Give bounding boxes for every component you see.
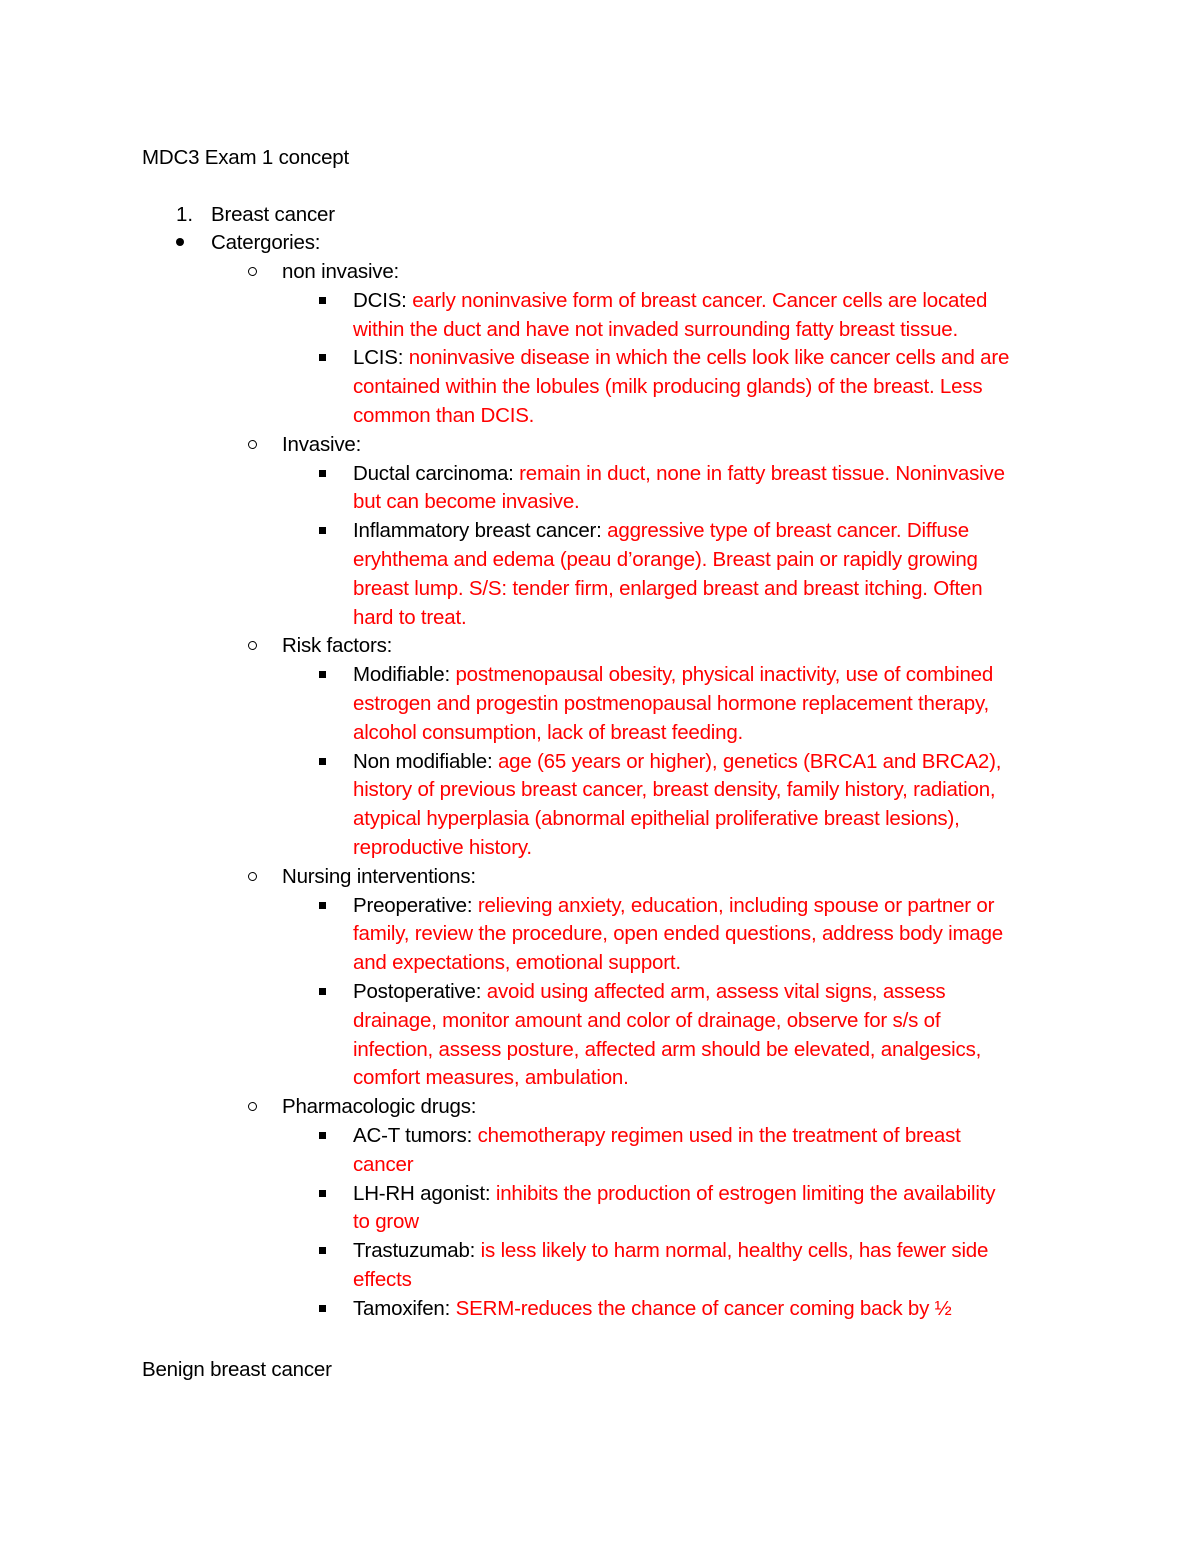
bullet-square-icon — [319, 527, 326, 534]
item-answer-continuation: but can become invasive. — [353, 490, 580, 514]
bullet-square-icon — [319, 354, 326, 361]
item-answer: noninvasive disease in which the cells look like cancer cells and are — [408, 346, 1010, 370]
footer-heading: Benign breast cancer — [142, 1358, 332, 1381]
item-term: Tamoxifen: — [353, 1296, 451, 1320]
item-answer: inhibits the production of estrogen limiting the availability — [495, 1181, 996, 1205]
bullet-square-icon — [319, 1190, 326, 1197]
item-answer-continuation: breast lump. S/S: tender firm, enlarged breast and breast itching. Often — [353, 576, 983, 600]
item-line — [353, 660, 993, 689]
item-answer: early noninvasive form of breast cancer. Cancer cells are located — [412, 288, 988, 312]
item-answer: relieving anxiety, education, including spouse or partner or — [477, 893, 995, 917]
bullet-square-icon — [319, 671, 326, 678]
item-answer: aggressive type of breast cancer. Diffuse — [607, 519, 969, 543]
bullet-square-icon — [319, 297, 326, 304]
item-line — [353, 1236, 988, 1265]
item-answer-continuation: cancer — [353, 1152, 414, 1176]
list-number: 1. — [176, 203, 194, 226]
item-answer: is less likely to harm normal, healthy cells, has fewer side — [480, 1239, 989, 1263]
bullet-circle-icon — [248, 267, 257, 276]
item-answer-continuation: drainage, monitor amount and color of drainage, observe for s/s of — [353, 1008, 941, 1032]
item-answer-continuation: history of previous breast cancer, breast density, family history, radiation, — [353, 778, 996, 802]
item-answer-continuation: infection, assess posture, affected arm should be elevated, analgesics, — [353, 1037, 982, 1061]
group-label: non invasive: — [282, 260, 400, 283]
bullet-circle-icon — [248, 872, 257, 881]
item-answer: postmenopausal obesity, physical inactivity, use of combined — [455, 663, 994, 687]
item-line — [353, 459, 1005, 488]
document-title: MDC3 Exam 1 concept — [142, 146, 349, 169]
item-answer-continuation: within the duct and have not invaded surrounding fatty breast tissue. — [353, 317, 959, 341]
bullet-square-icon — [319, 902, 326, 909]
bullet-square-icon — [319, 1247, 326, 1254]
group-label: Pharmacologic drugs: — [282, 1095, 477, 1119]
item-answer-continuation: hard to treat. — [353, 605, 467, 629]
item-line — [353, 1121, 961, 1150]
item-line — [353, 1294, 952, 1323]
item-term: Trastuzumab: — [353, 1239, 476, 1263]
item-term: LH-RH agonist: — [353, 1181, 491, 1205]
item-answer: remain in duct, none in fatty breast tissue. Noninvasive — [519, 461, 1005, 485]
item-answer: avoid using affected arm, assess vital signs, assess — [486, 980, 946, 1003]
bullet-dot-icon — [176, 238, 184, 246]
item-line — [353, 1179, 995, 1208]
item-term: Postoperative: — [353, 980, 482, 1003]
bullet-square-icon — [319, 470, 326, 477]
item-answer-continuation: effects — [353, 1268, 412, 1291]
item-answer-continuation: estrogen and progestin postmenopausal hormone replacement therapy, — [353, 692, 989, 715]
item-line — [353, 516, 969, 545]
bullet-square-icon — [319, 1132, 326, 1139]
item-line — [353, 747, 1001, 776]
item-term: Inflammatory breast cancer: — [353, 519, 602, 543]
item-answer-continuation: alcohol consumption, lack of breast feeding. — [353, 720, 744, 744]
bullet-circle-icon — [248, 440, 257, 449]
item-answer-continuation: atypical hyperplasia (abnormal epithelial proliferative breast lesions), — [353, 807, 960, 831]
bullet-square-icon — [319, 988, 326, 995]
item-answer-continuation: common than DCIS. — [353, 404, 535, 427]
item-answer-continuation: comfort measures, ambulation. — [353, 1066, 629, 1090]
group-label: Invasive: — [282, 432, 362, 456]
section-heading: Breast cancer — [211, 203, 335, 226]
item-answer: chemotherapy regimen used in the treatment of breast — [477, 1124, 961, 1147]
group-label: Risk factors: — [282, 634, 393, 658]
item-answer-continuation: and expectations, emotional support. — [353, 951, 681, 975]
bullet-square-icon — [319, 758, 326, 765]
bullet-circle-icon — [248, 641, 257, 650]
item-answer-continuation: contained within the lobules (milk producing glands) of the breast. Less — [353, 375, 983, 399]
item-term: Ductal carcinoma: — [353, 461, 514, 485]
item-answer: age (65 years or higher), genetics (BRCA1 and BRCA2), — [497, 749, 1002, 773]
item-term: Non modifiable: — [353, 749, 493, 773]
categories-label: Catergories: — [211, 231, 321, 254]
item-term: AC-T tumors: — [353, 1124, 473, 1147]
item-line — [353, 343, 1009, 372]
item-answer-continuation: to grow — [353, 1210, 419, 1234]
item-answer-continuation: family, review the procedure, open ended questions, address body image — [353, 922, 1003, 946]
bullet-square-icon — [319, 1305, 326, 1312]
item-term: DCIS: — [353, 288, 407, 312]
item-line — [353, 286, 987, 315]
item-line — [353, 977, 945, 1006]
item-answer-continuation: reproductive history. — [353, 836, 532, 859]
item-answer-continuation: eryhthema and edema (peau d’orange). Breast pain or rapidly growing — [353, 548, 978, 571]
item-answer: SERM-reduces the chance of cancer coming back by ½ — [455, 1296, 952, 1320]
group-label: Nursing interventions: — [282, 864, 476, 888]
item-line — [353, 891, 994, 920]
item-term: Modifiable: — [353, 663, 450, 687]
item-term: LCIS: — [353, 346, 404, 370]
item-term: Preoperative: — [353, 893, 473, 917]
bullet-circle-icon — [248, 1102, 257, 1111]
